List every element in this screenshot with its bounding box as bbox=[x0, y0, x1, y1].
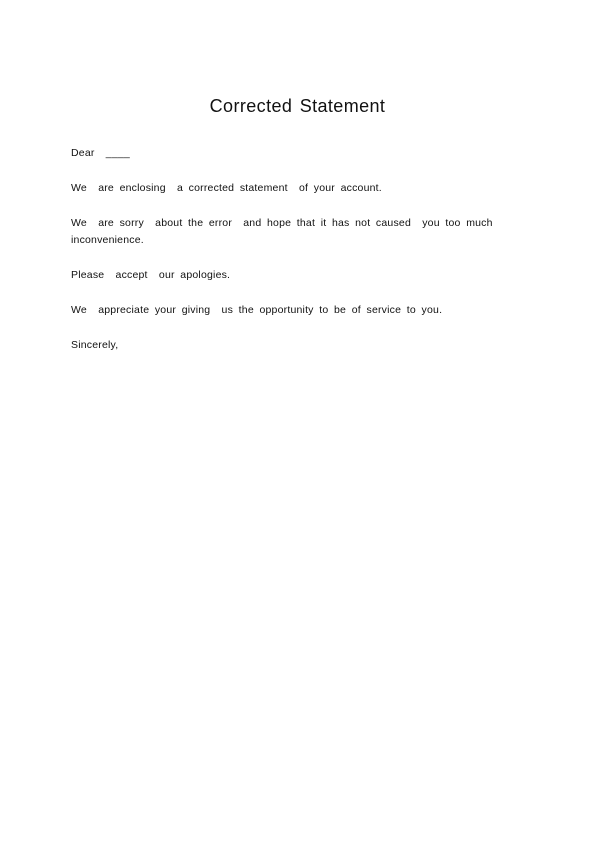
document-title: Corrected Statement bbox=[209, 96, 386, 116]
paragraph-apologies: Please accept our apologies. bbox=[71, 269, 231, 281]
paragraph-apology-error: We are sorry about the error and hope that it has not caused you too much inconvenience. bbox=[71, 217, 499, 246]
salutation: Dear ____ bbox=[71, 147, 130, 159]
closing: Sincerely, bbox=[71, 339, 119, 351]
paragraph-enclosing: We are enclosing a corrected statement of your account. bbox=[71, 182, 382, 194]
letter-body bbox=[71, 145, 521, 372]
paragraph-appreciation: We appreciate your giving us the opportunity to be of service to you. bbox=[71, 304, 443, 316]
